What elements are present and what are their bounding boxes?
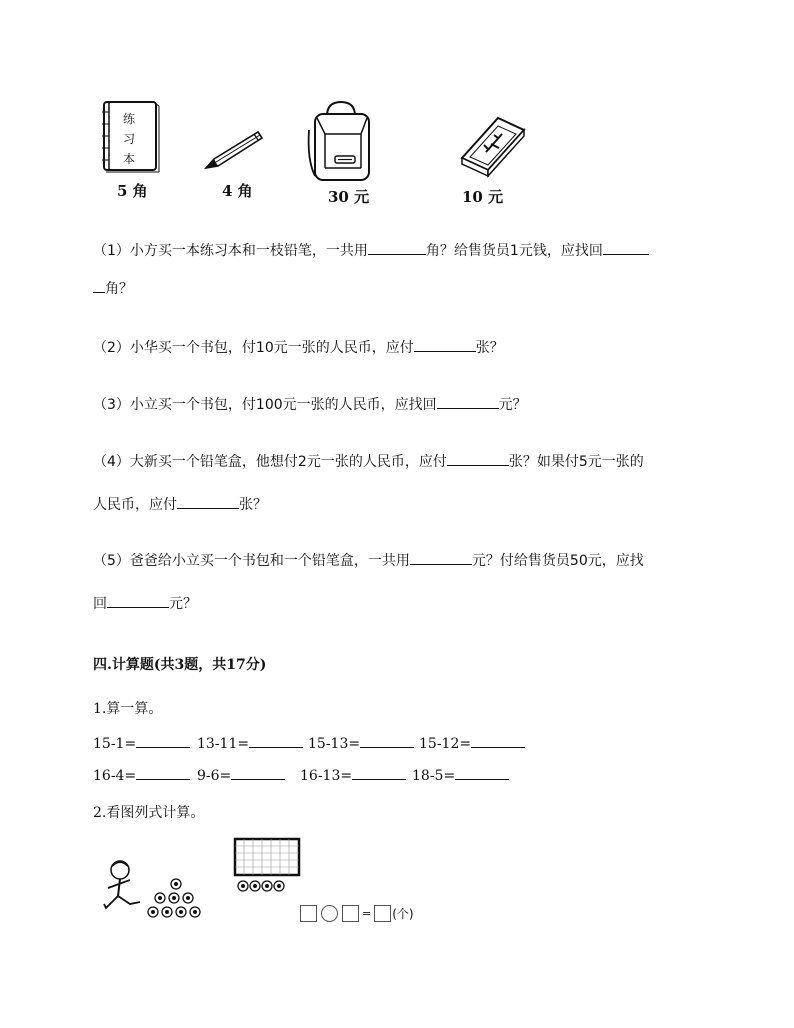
equation-row xyxy=(300,904,414,922)
goal-picture xyxy=(232,836,304,882)
question-5-answer-blank-2[interactable] xyxy=(107,593,169,608)
question-5-text-c: 回 xyxy=(93,596,107,612)
question-5-text-a: 爸爸给小立买一个书包和一个铅笔盒，一共用 xyxy=(129,553,410,569)
equation-box-1[interactable] xyxy=(300,905,317,922)
question-1-number: （1） xyxy=(93,243,130,259)
question-2-number: （2） xyxy=(93,340,130,356)
question-3-text-b: 元？ xyxy=(498,397,527,413)
question-1-text-b: 角？给售货员1元钱，应找回 xyxy=(425,243,603,259)
question-1-answer-blank-1[interactable] xyxy=(368,240,426,255)
calc-answer-blank[interactable] xyxy=(231,766,285,780)
calc-expression: 15-13= xyxy=(308,736,361,752)
calc-expression: 13-11= xyxy=(197,736,250,752)
equation-result-box[interactable] xyxy=(374,905,391,922)
calc-row-1-item-4 xyxy=(419,734,525,752)
schoolbag-price: 30 元 xyxy=(328,188,370,206)
question-2-text-b: 张？ xyxy=(475,340,504,356)
question-1-text-a: 小方买一本练习本和一枝铅笔，一共用 xyxy=(129,243,368,259)
question-2-answer-blank[interactable] xyxy=(414,337,476,352)
calc-answer-blank[interactable] xyxy=(136,766,190,780)
calc-row-2-item-4 xyxy=(412,766,509,784)
equation-operator-circle[interactable] xyxy=(321,905,338,922)
question-5-text-b: 元？付给售货员50元，应找 xyxy=(471,553,644,569)
problem-1-title: 1.算一算。 xyxy=(93,701,163,717)
calc-answer-blank[interactable] xyxy=(352,766,406,780)
calc-expression: 15-1= xyxy=(93,736,137,752)
notebook-price: 5 角 xyxy=(117,182,148,200)
question-3 xyxy=(93,394,527,415)
question-4-answer-blank-2[interactable] xyxy=(177,494,239,509)
soccer-balls-icon xyxy=(236,879,286,893)
calc-expression: 16-13= xyxy=(300,768,353,784)
question-4-line-1 xyxy=(93,451,644,472)
balls-group-child xyxy=(146,874,206,928)
soccer-goal-icon xyxy=(232,836,304,878)
item-notebook xyxy=(100,100,160,175)
question-2 xyxy=(93,337,504,358)
question-1-answer-blank-2[interactable] xyxy=(603,240,649,255)
item-schoolbag xyxy=(305,100,377,186)
balls-group-goal xyxy=(236,878,286,897)
question-5-answer-blank-1[interactable] xyxy=(410,550,472,565)
calc-answer-blank[interactable] xyxy=(471,734,525,748)
schoolbag-icon xyxy=(305,100,377,182)
notebook-cover-char-2: 习 xyxy=(123,132,136,146)
equation-equals: = xyxy=(362,906,372,920)
question-3-answer-blank[interactable] xyxy=(437,394,499,409)
question-1-line-2 xyxy=(93,278,133,299)
notebook-cover-char-1: 练 xyxy=(123,112,136,126)
calc-answer-blank[interactable] xyxy=(360,734,414,748)
pencil-case-icon xyxy=(458,112,530,174)
pencil-icon xyxy=(200,128,266,174)
notebook-cover-char-3: 本 xyxy=(123,152,136,166)
calc-row-1-item-1 xyxy=(93,734,190,752)
question-4-text-a: 大新买一个铅笔盒，他想付2元一张的人民币，应付 xyxy=(129,454,447,470)
item-pencil-case xyxy=(458,112,530,178)
item-pencil xyxy=(200,128,266,178)
equation-unit: (个) xyxy=(392,906,414,921)
pencil-price: 4 角 xyxy=(222,182,253,200)
question-5-number: （5） xyxy=(93,553,130,569)
question-5-text-d: 元？ xyxy=(169,596,197,612)
calc-row-2-item-1 xyxy=(93,766,190,784)
calc-answer-blank[interactable] xyxy=(455,766,509,780)
question-4-answer-blank-1[interactable] xyxy=(447,451,509,466)
question-1-line-1 xyxy=(93,240,649,261)
calc-expression: 18-5= xyxy=(412,768,456,784)
question-3-text-a: 小立买一个书包，付100元一张的人民币，应找回 xyxy=(129,397,437,413)
section-4-title: 四.计算题(共3题，共17分) xyxy=(93,657,267,673)
calc-row-1-item-2 xyxy=(197,734,303,752)
question-2-text-a: 小华买一个书包，付10元一张的人民币，应付 xyxy=(129,340,414,356)
question-4-text-c: 人民币，应付 xyxy=(93,497,177,513)
soccer-balls-icon xyxy=(146,874,206,924)
question-4-number: （4） xyxy=(93,454,130,470)
calc-expression: 16-4= xyxy=(93,768,137,784)
calc-expression: 9-6= xyxy=(197,768,232,784)
question-3-number: （3） xyxy=(93,397,130,413)
calc-row-2-item-3 xyxy=(300,766,406,784)
question-1-text-c: 角？ xyxy=(105,281,133,297)
question-5-line-2 xyxy=(93,593,197,614)
calc-answer-blank[interactable] xyxy=(249,734,303,748)
question-4-text-b: 张？如果付5元一张的 xyxy=(508,454,644,470)
pencil-case-price: 10 元 xyxy=(462,188,504,206)
question-1-answer-blank-2-cont[interactable] xyxy=(93,278,105,293)
calc-row-1-item-3 xyxy=(308,734,414,752)
question-5-line-1 xyxy=(93,550,644,571)
calc-expression: 15-12= xyxy=(419,736,472,752)
calc-row-2-item-2 xyxy=(197,766,285,784)
calc-answer-blank[interactable] xyxy=(136,734,190,748)
problem-2-title: 2.看图列式计算。 xyxy=(93,805,205,821)
equation-box-2[interactable] xyxy=(342,905,359,922)
question-4-line-2 xyxy=(93,494,267,515)
question-4-text-d: 张？ xyxy=(239,497,267,513)
